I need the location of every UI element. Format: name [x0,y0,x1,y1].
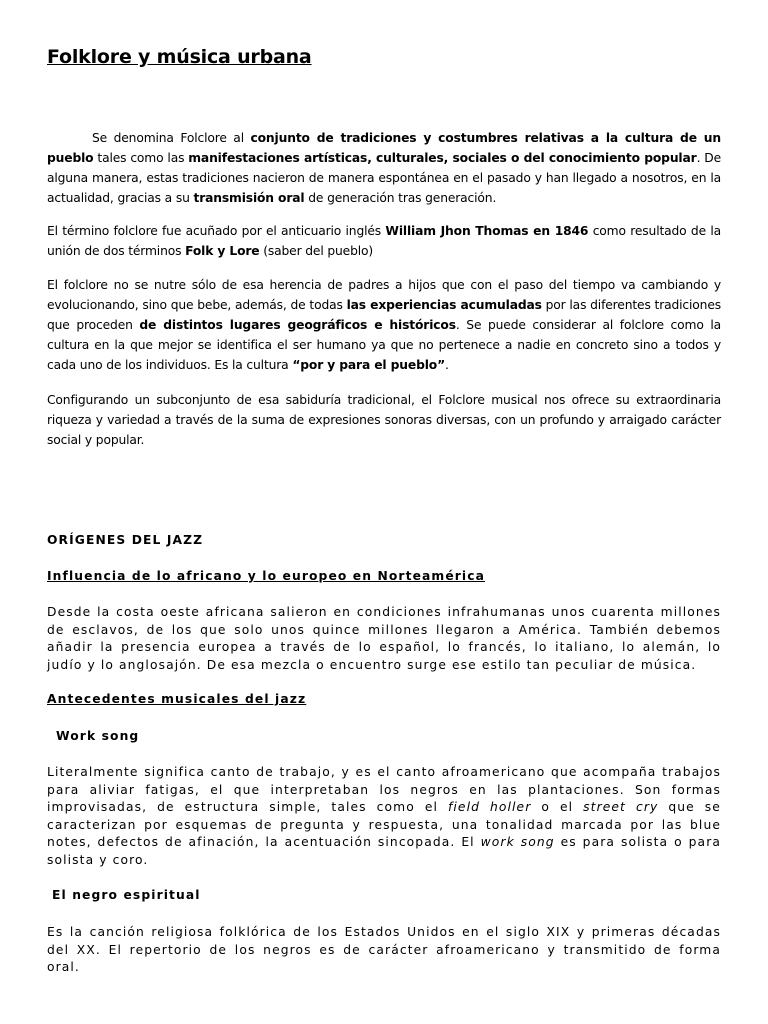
paragraph-negro-spiritual: Es la canción religiosa folklórica de los Estados Unidos en el siglo XIX y primeras décadas del XX. El repertorio de los negros es de carácter afroamericano y transmitido de forma oral. [47,925,721,974]
text-run: de generación tras generación. [304,191,497,205]
subheading-work-song: Work song [56,729,140,743]
text-run: o el [531,800,584,814]
text-run: . De alguna manera, estas tradiciones nacieron de manera espontánea en el pasado y han llegado a nosotros, en la actualidad, gracias a su [47,151,721,205]
text-run: (saber del pueblo) [259,244,374,258]
paragraph-folclore-nature [47,275,721,375]
italic-run: street cry [583,800,659,814]
text-run: . [445,358,449,372]
paragraph-work-song [47,764,721,869]
subheading-antecedents: Antecedentes musicales del jazz [47,692,307,706]
bold-run: Folk y Lore [185,244,260,258]
text-run: como resultado de la unión de dos términos [47,224,722,258]
bold-run: William Jhon Thomas en 1846 [385,224,589,238]
text-run: . Se puede considerar al folclore como la cultura en la que mejor se identifica el ser humano ya que no pertenece a nadie en concreto sino a todos y cada uno de los individuos. Es la cultura [47,318,721,372]
text-run: que se caracterizan por esquemas de pregunta y respuesta, una tonalidad marcada por las blue notes, defectos de afinación, la acentuación sincopada. El [47,800,721,849]
section-heading-jazz-origins: ORÍGENES DEL JAZZ [47,533,204,547]
bold-run: transmisión oral [193,191,305,205]
paragraph-folclore-definition [47,128,721,208]
bold-run: manifestaciones artísticas, culturales, sociales o del conocimiento popular [188,151,697,165]
text-run: Literalmente significa canto de trabajo, y es el canto afroamericano que acompaña trabajos para aliviar fatigas, el que interpretaban los negros en las plantaciones. Son formas improvisadas, de estructura simple, tales como el [47,765,721,814]
paragraph-term-origin [47,221,721,261]
italic-run: work song [480,835,555,849]
paragraph-influence: Desde la costa oeste africana salieron en condiciones infrahumanas unos cuarenta millones de esclavos, de los que solo unos quince millones llegaron a América. También debemos añadir la presencia europea a través de lo español, lo francés, lo italiano, lo alemán, lo judío y lo anglosajón. De esa mezcla o encuentro surge ese estilo tan peculiar de música. [47,605,721,672]
text-run: tales como las [93,151,189,165]
text-run: Se denomina Folclore al [92,131,251,145]
text-run: por las diferentes tradiciones que proceden [47,298,721,332]
italic-run: field holler [447,800,532,814]
document-title: Folklore y música urbana [47,46,312,68]
paragraph-musical-folclore: Configurando un subconjunto de esa sabiduría tradicional, el Folclore musical nos ofrece su extraordinaria riqueza y variedad a través de la suma de expresiones sonoras diversas, con un profundo y arraigado carácter social y popular. [47,393,721,447]
subheading-negro-spiritual: El negro espiritual [52,888,201,902]
text-run: El folclore no se nutre sólo de esa herencia de padres a hijos que con el paso del tiempo va cambiando y evolucionando, sino que bebe, además, de todas [47,278,721,312]
bold-run: las experiencias acumuladas [346,298,542,312]
bold-run: conjunto de tradiciones y costumbres relativas a la cultura de un pueblo [47,131,721,165]
bold-run: “por y para el pueblo” [292,358,446,372]
text-run: es para solista o para solista y coro. [47,835,721,867]
text-run: El término folclore fue acuñado por el anticuario inglés [47,224,386,238]
subheading-influence: Influencia de lo africano y lo europeo en Norteamérica [47,569,486,583]
bold-run: de distintos lugares geográficos e históricos [139,318,456,332]
